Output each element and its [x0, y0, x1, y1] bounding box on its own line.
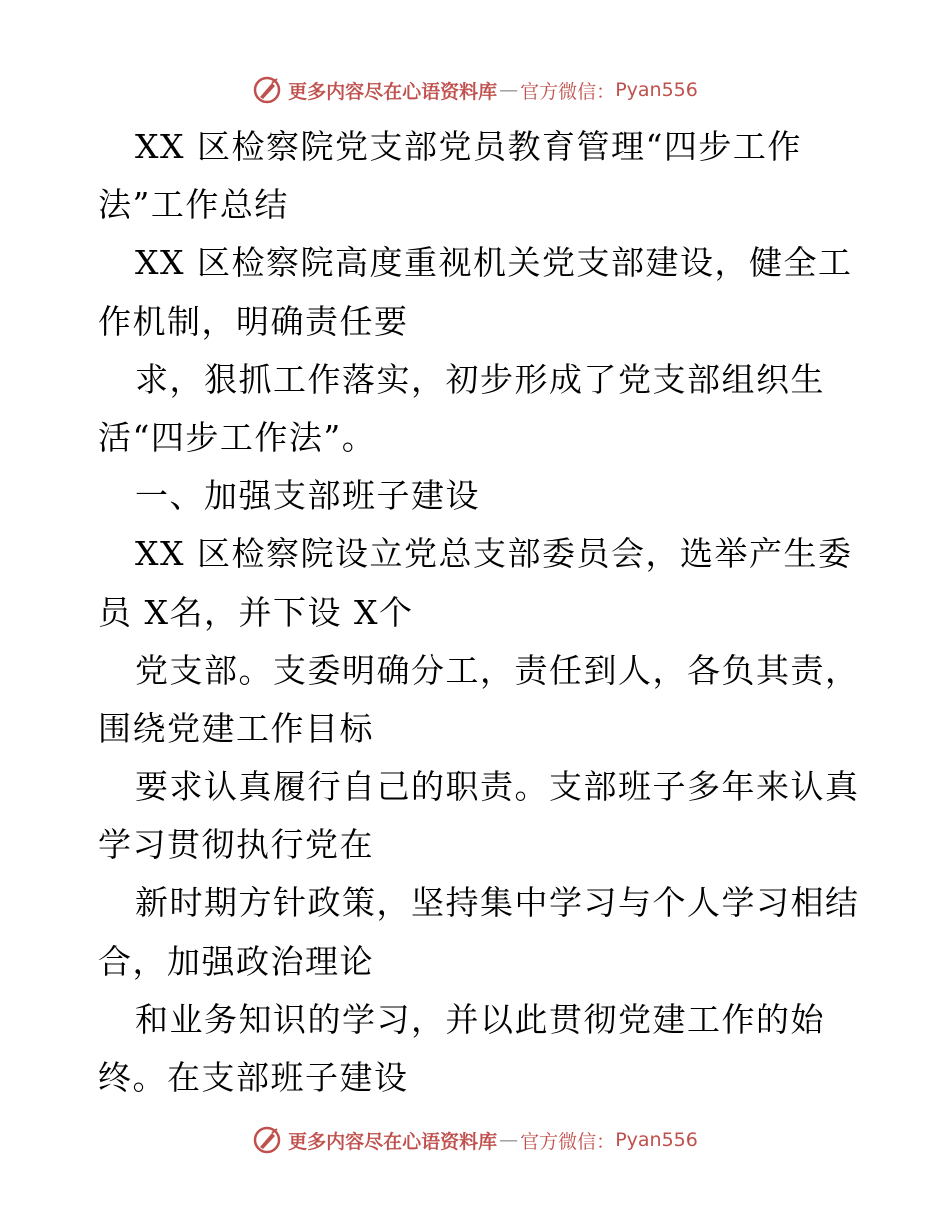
watermark-separator: — — [499, 1129, 519, 1151]
doc-line: 法”工作总结 — [98, 185, 289, 225]
header-watermark — [0, 70, 950, 110]
doc-line: 党支部。支委明确分工，责任到人，各负其责， — [135, 650, 860, 690]
doc-line: 活“四步工作法”。 — [98, 417, 377, 457]
footer-watermark — [0, 1120, 950, 1160]
watermark-wechat-id: Pyan556 — [615, 1129, 698, 1151]
doc-line: 员 X名，并下设 X个 — [98, 592, 414, 632]
watermark-main-text: 更多内容尽在心语资料库 — [288, 80, 498, 103]
doc-line: 新时期方针政策，坚持集中学习与个人学习相结 — [135, 883, 860, 923]
doc-line: XX 区检察院设立党总支部委员会，选举产生委 — [135, 534, 853, 574]
doc-line: 合，加强政治理论 — [98, 941, 374, 981]
watermark-wechat-label: 官方微信： — [520, 1130, 616, 1153]
document-body — [98, 118, 858, 1107]
doc-line: 围绕党建工作目标 — [98, 708, 374, 748]
watermark-wechat-label: 官方微信： — [520, 80, 616, 103]
doc-line: XX 区检察院党支部党员教育管理“四步工作 — [135, 127, 802, 166]
doc-line: 作机制，明确责任要 — [98, 301, 409, 341]
watermark-wechat-id: Pyan556 — [615, 79, 698, 101]
quill-logo-icon — [252, 75, 282, 105]
quill-logo-icon — [252, 1125, 282, 1155]
doc-line: XX 区检察院高度重视机关党支部建设，健全工 — [135, 243, 853, 283]
doc-line: 终。在支部班子建设 — [98, 1058, 409, 1097]
doc-line: 学习贯彻执行党在 — [98, 825, 374, 865]
watermark-separator: — — [499, 79, 519, 101]
doc-line: 和业务知识的学习，并以此贯彻党建工作的始 — [135, 999, 825, 1039]
doc-line: 要求认真履行自己的职责。支部班子多年来认真 — [135, 767, 860, 807]
section-heading: 一、加强支部班子建设 — [135, 476, 480, 516]
watermark-main-text: 更多内容尽在心语资料库 — [288, 1130, 498, 1153]
doc-line: 求，狠抓工作落实，初步形成了党支部组织生 — [135, 359, 825, 399]
